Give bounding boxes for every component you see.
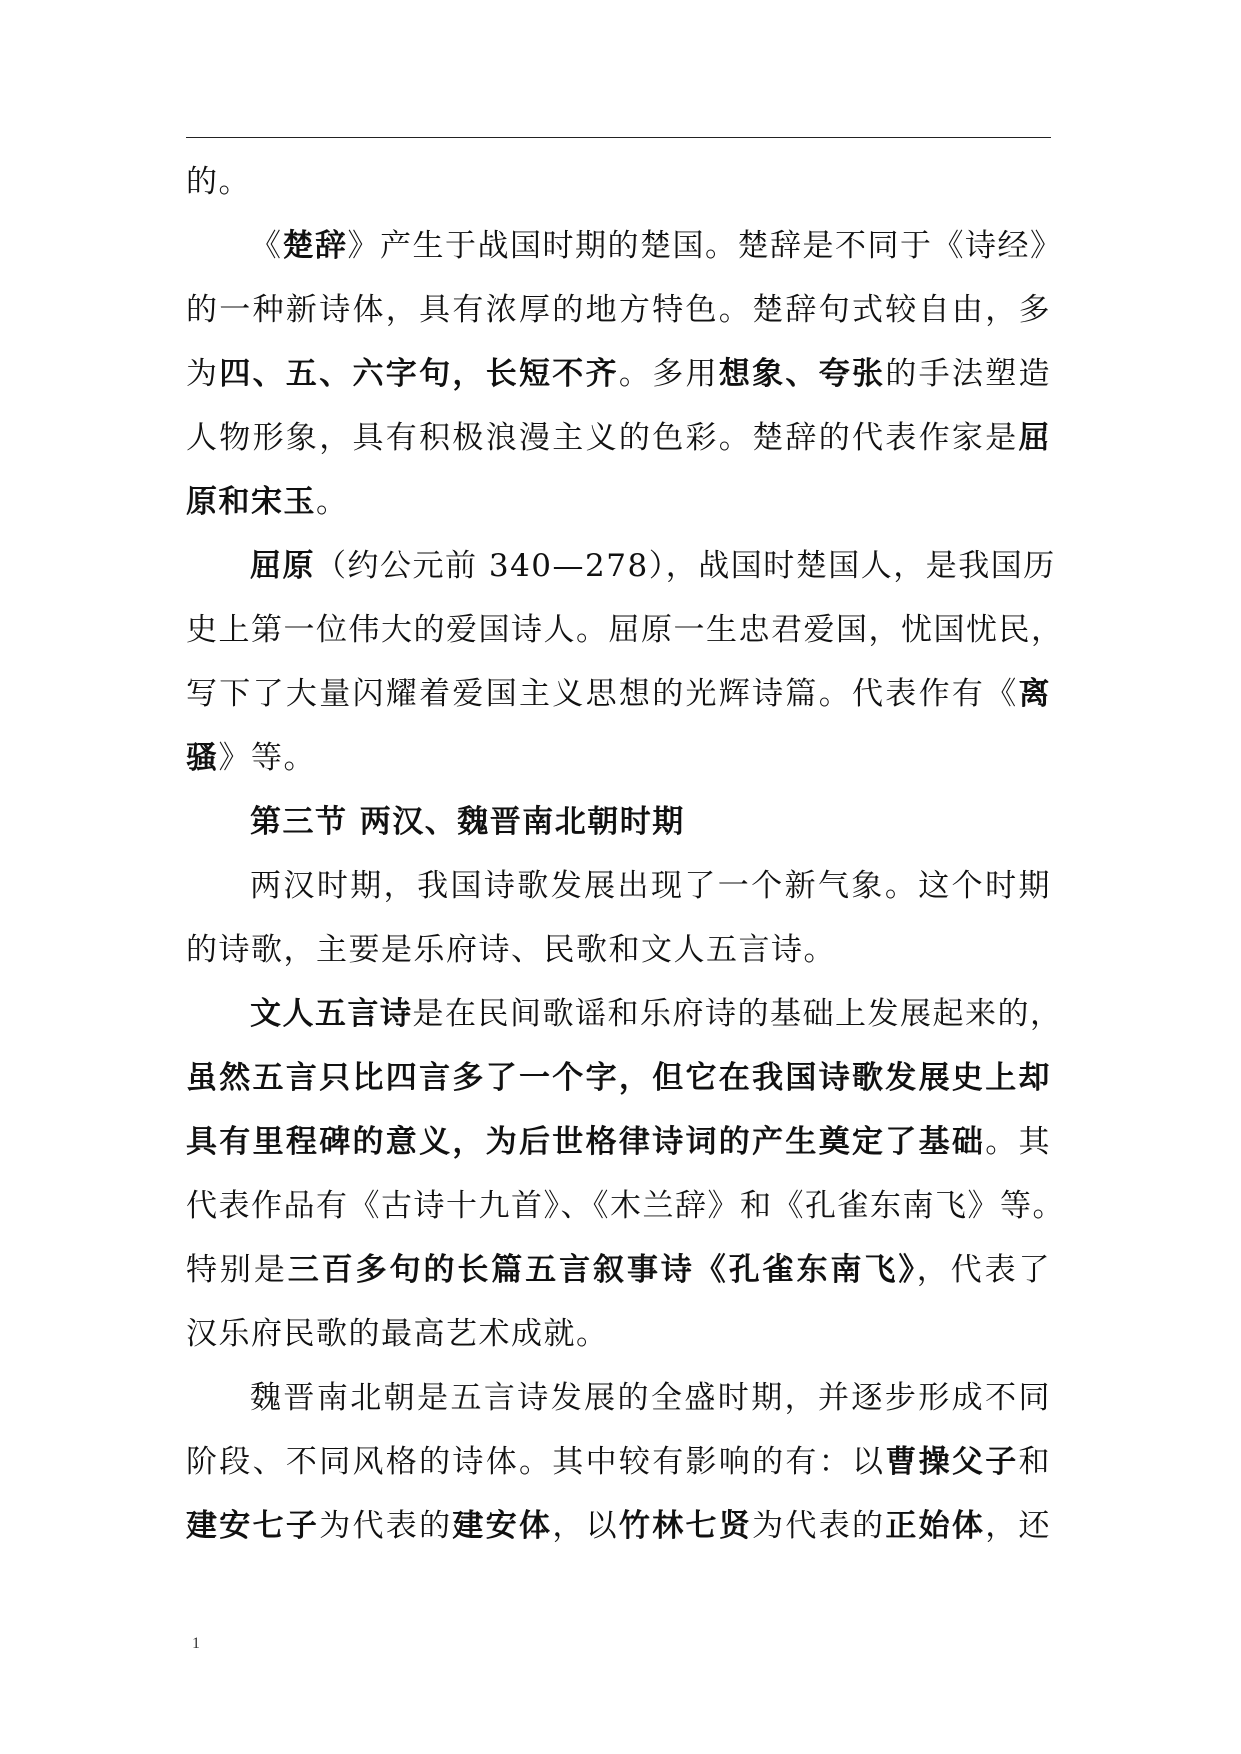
text-span: 写下了大量闪耀着爱国主义思想的光辉诗篇。代表作有《 <box>186 676 1019 712</box>
bold-text: 正始体 <box>885 1508 986 1544</box>
text-span: 特别是 <box>186 1252 288 1288</box>
bold-text: 第三节 两汉、魏晋南北朝时期 <box>250 804 685 840</box>
bold-text: 想象、夸张 <box>718 356 886 392</box>
bold-text: 四、五、六字句，长短不齐 <box>219 356 619 392</box>
text-span: 两汉时期，我国诗歌发展出现了一个新气象。这个时期 <box>250 868 1051 904</box>
text-span: 魏晋南北朝是五言诗发展的全盛时期，并逐步形成不同 <box>250 1380 1051 1416</box>
text-span: 的手法塑造 <box>885 356 1052 392</box>
text-line <box>186 470 1051 534</box>
text-line <box>186 1238 1051 1302</box>
text-span: 的一种新诗体，具有浓厚的地方特色。楚辞句式较自由，多 <box>186 292 1051 328</box>
text-span: 代表作品有《古诗十九首》、《木兰辞》和《孔雀东南飞》等。 <box>186 1188 1065 1224</box>
text-span: 为代表的 <box>752 1508 886 1544</box>
text-line <box>186 1110 1051 1174</box>
bold-text: 原和宋玉 <box>186 484 316 520</box>
text-line <box>186 214 1063 278</box>
text-span: （约公元前 340—278），战国时楚国人，是我国历 <box>315 548 1056 584</box>
bold-text: 虽然五言只比四言多了一个字，但它在我国诗歌发展史上却 <box>186 1060 1051 1096</box>
text-span: 的。 <box>186 164 251 200</box>
text-span: 。多用 <box>618 356 719 392</box>
header-rule <box>186 137 1051 138</box>
text-line <box>186 790 1051 854</box>
bold-text: 屈原 <box>250 548 315 584</box>
text-span: 人物形象，具有积极浪漫主义的色彩。楚辞的代表作家是 <box>186 420 1019 456</box>
text-line <box>186 278 1051 342</box>
text-line <box>186 726 1051 790</box>
text-line <box>186 1366 1051 1430</box>
bold-text: 曹操父子 <box>885 1444 1019 1480</box>
bold-text: 骚 <box>186 740 219 776</box>
text-line <box>186 342 1051 406</box>
text-line <box>186 1302 1051 1366</box>
bold-text: 楚辞 <box>282 228 348 264</box>
text-span: ，以 <box>552 1508 619 1544</box>
bold-text: 文人五言诗 <box>250 996 413 1032</box>
text-span: 《 <box>250 228 283 264</box>
page-number: 1 <box>192 1635 200 1652</box>
text-line <box>186 1174 1065 1238</box>
bold-text: 三百多句的长篇五言叙事诗《孔雀东南飞》 <box>287 1252 917 1288</box>
text-line <box>186 982 1063 1046</box>
text-span: 阶段、不同风格的诗体。其中较有影响的有：以 <box>186 1444 886 1480</box>
text-span: 。其 <box>985 1124 1052 1160</box>
text-line <box>186 854 1051 918</box>
text-line <box>186 150 1051 214</box>
text-span: 为代表的 <box>319 1508 453 1544</box>
text-span: 》等。 <box>218 740 316 776</box>
text-span: 为 <box>186 356 220 392</box>
text-span: ，还 <box>985 1508 1052 1544</box>
text-line <box>186 1046 1051 1110</box>
text-line <box>186 918 1051 982</box>
text-line <box>186 1494 1051 1558</box>
text-span: ，代表了 <box>916 1252 1052 1288</box>
bold-text: 建安七子 <box>186 1508 320 1544</box>
text-span: 是在民间歌谣和乐府诗的基础上发展起来的， <box>412 996 1063 1032</box>
bold-text: 离 <box>1018 676 1051 712</box>
text-line <box>186 598 1064 662</box>
bold-text: 建安体 <box>452 1508 553 1544</box>
bold-text: 竹林七贤 <box>618 1508 753 1544</box>
text-span: 》产生于战国时期的楚国。楚辞是不同于《诗经》 <box>347 228 1063 264</box>
bold-text: 屈 <box>1018 420 1051 456</box>
document-body <box>186 150 1065 1558</box>
text-span: 汉乐府民歌的最高艺术成就。 <box>186 1316 609 1352</box>
text-line <box>186 1430 1051 1494</box>
bold-text: 具有里程碑的意义，为后世格律诗词的产生奠定了基础 <box>186 1124 986 1160</box>
text-line <box>186 662 1051 726</box>
text-line <box>186 534 1056 598</box>
text-span: 史上第一位伟大的爱国诗人。屈原一生忠君爱国，忧国忧民， <box>186 612 1064 648</box>
text-span: 。 <box>316 484 349 520</box>
text-line <box>186 406 1051 470</box>
text-span: 和 <box>1018 1444 1052 1480</box>
text-span: 的诗歌，主要是乐府诗、民歌和文人五言诗。 <box>186 932 836 968</box>
